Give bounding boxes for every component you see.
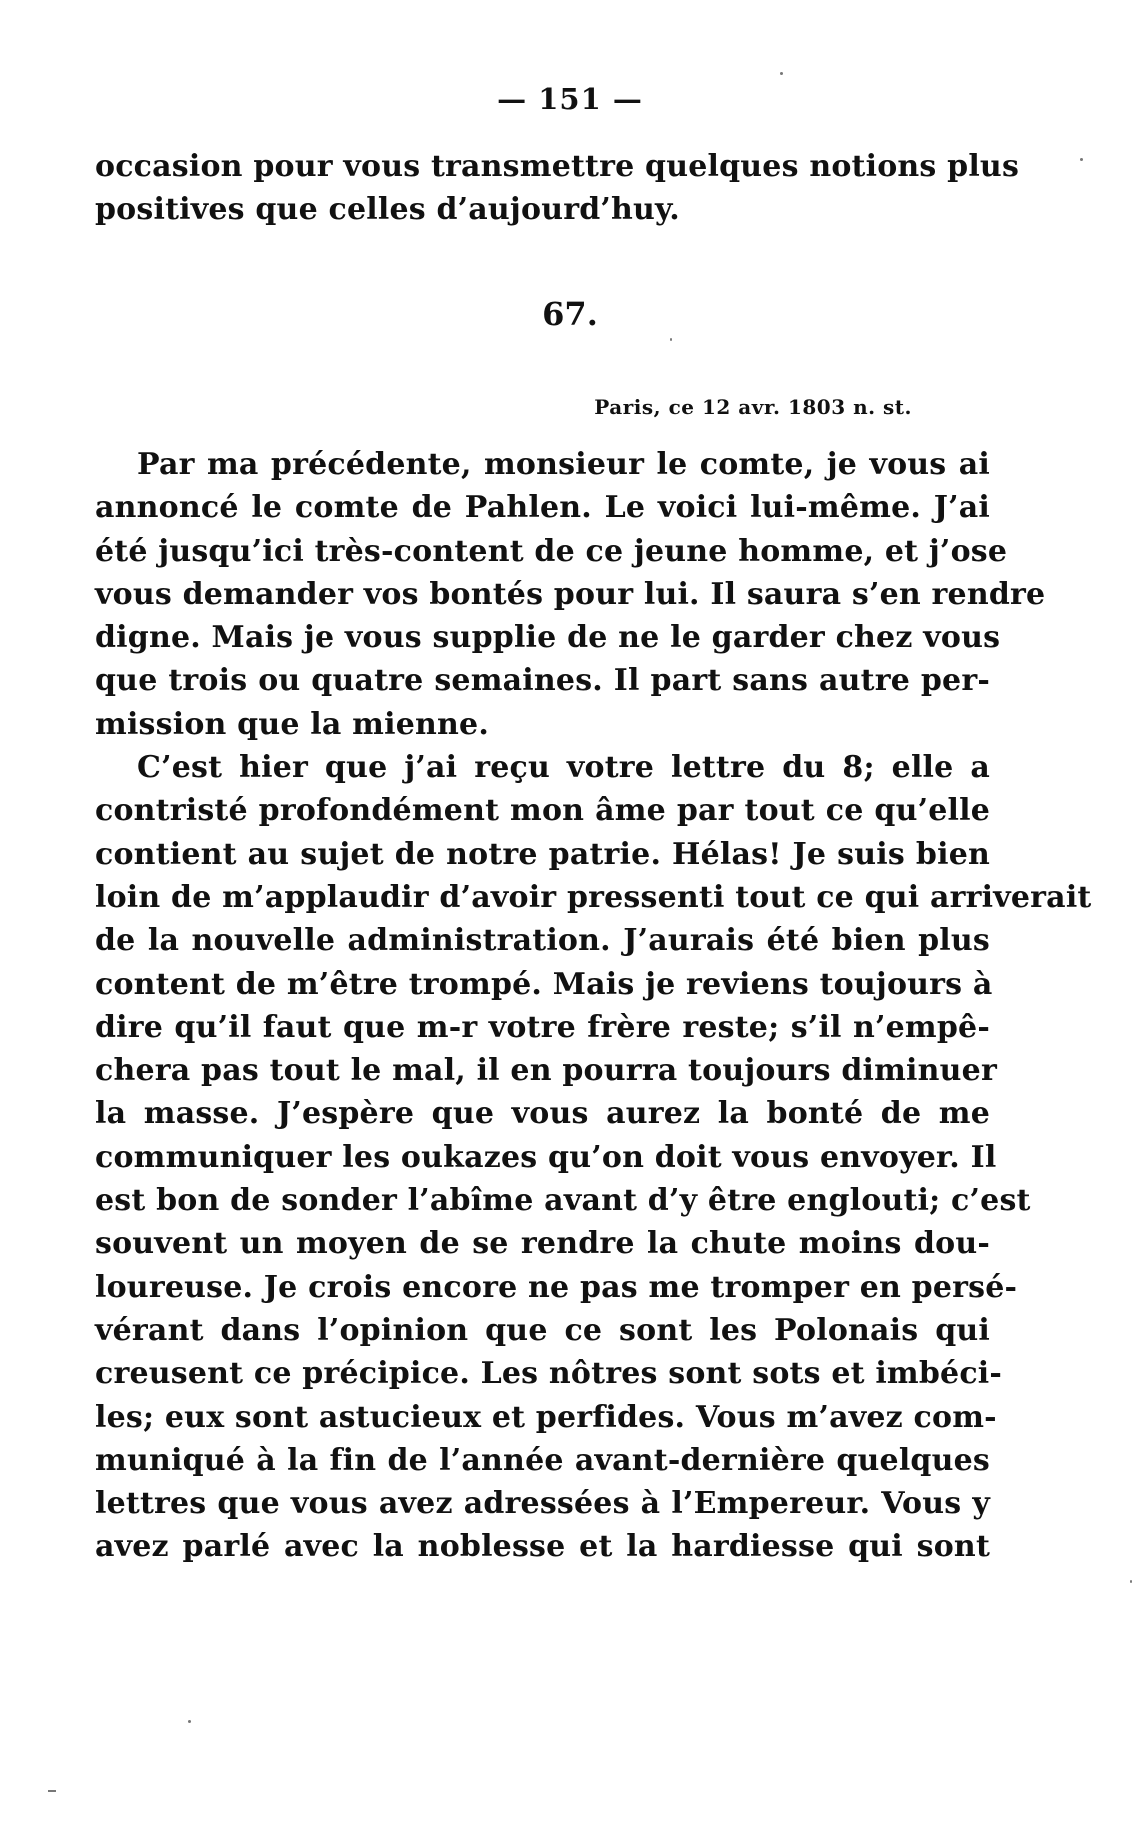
text-line: positives que celles d’aujourd’huy. <box>95 192 680 228</box>
letter-number: 67. <box>542 295 598 333</box>
scan-speck <box>670 338 672 341</box>
text-line: la masse. J’espère que vous aurez la bonté de me <box>95 1096 990 1132</box>
page-number: — 151 — <box>497 82 643 116</box>
text-line: mission que la mienne. <box>95 706 489 742</box>
text-line: dire qu’il faut que m-r votre frère reste; s’il n’empê- <box>95 1009 990 1045</box>
text-line: digne. Mais je vous supplie de ne le garder chez vous <box>95 620 1001 656</box>
text-line: avez parlé avec la noblesse et la hardiesse qui sont <box>95 1529 990 1565</box>
text-line: que trois ou quatre semaines. Il part sans autre per- <box>95 663 990 699</box>
text-line: vérant dans l’opinion que ce sont les Polonais qui <box>95 1312 990 1348</box>
text-line: été jusqu’ici très-content de ce jeune homme, et j’ose <box>95 533 1008 569</box>
text-line: contristé profondément mon âme par tout ce qu’elle <box>95 793 990 829</box>
scan-speck <box>1080 158 1083 161</box>
text-line: occasion pour vous transmettre quelques notions plus <box>95 149 1020 184</box>
letter-body <box>95 443 1092 1569</box>
scan-speck <box>188 1720 191 1723</box>
text-line: C’est hier que j’ai reçu votre lettre du 8; elle a <box>137 750 990 786</box>
scan-speck <box>780 72 783 75</box>
text-line: creusent ce précipice. Les nôtres sont sots et imbéci- <box>95 1356 1003 1392</box>
text-line: Par ma précédente, monsieur le comte, je vous ai <box>137 447 990 482</box>
text-line: est bon de sonder l’abîme avant d’y être englouti; c’est <box>95 1183 1031 1219</box>
text-line: contient au sujet de notre patrie. Hélas! Je suis bien <box>95 836 990 872</box>
text-line: les; eux sont astucieux et perfides. Vous m’avez com- <box>95 1399 997 1435</box>
text-line: content de m’être trompé. Mais je reviens toujours à <box>95 966 993 1002</box>
dateline: Paris, ce 12 avr. 1803 n. st. <box>594 395 912 419</box>
text-line: souvent un moyen de se rendre la chute moins dou- <box>95 1226 990 1262</box>
text-line: communiquer les oukazes qu’on doit vous envoyer. Il <box>95 1139 997 1175</box>
paragraph-2 <box>95 746 1092 1569</box>
text-line: lettres que vous avez adressées à l’Empereur. Vous y <box>95 1486 990 1522</box>
text-line: loureuse. Je crois encore ne pas me tromper en persé- <box>95 1269 1018 1305</box>
text-line: annoncé le comte de Pahlen. Le voici lui-même. J’ai <box>95 490 990 526</box>
text-line: loin de m’applaudir d’avoir pressenti tout ce qui arriverait <box>95 879 1092 915</box>
text-line: chera pas tout le mal, il en pourra toujours diminuer <box>95 1053 997 1089</box>
text-line: muniqué à la fin de l’année avant-dernière quelques <box>95 1442 990 1478</box>
text-line: vous demander vos bontés pour lui. Il saura s’en rendre <box>95 576 1046 612</box>
scan-speck <box>1130 1580 1132 1583</box>
paragraph-1 <box>95 443 1046 746</box>
scan-speck <box>48 1790 56 1792</box>
continuation-text <box>95 145 1020 232</box>
text-line: de la nouvelle administration. J’aurais été bien plus <box>95 923 990 959</box>
